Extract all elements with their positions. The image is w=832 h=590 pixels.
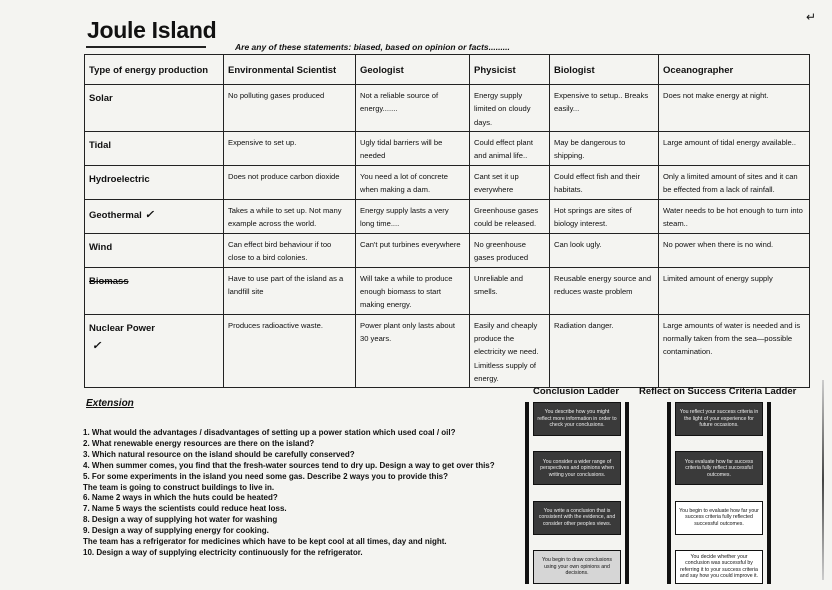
table-row	[85, 233, 810, 267]
table-cell: Large amount of tidal energy available..	[659, 131, 810, 165]
reflect-ladder	[667, 402, 771, 584]
list-item: 7. Name 5 ways the scientists could reduce heat loss.	[83, 504, 287, 514]
table-cell: No greenhouse gases produced	[470, 233, 550, 267]
table-cell: Does not produce carbon dioxide	[224, 165, 356, 199]
list-item: 3. Which natural resource on the island should be carefully conserved?	[83, 449, 355, 459]
table-cell: Ugly tidal barriers will be needed	[356, 131, 470, 165]
table-cell: Radiation danger.	[550, 314, 659, 387]
ladder-rung: You reflect your success criteria in the light of your experience for future occasions.	[675, 402, 763, 436]
list-item: 9. Design a way of supplying energy for cooking.	[83, 526, 269, 536]
table-cell: No polluting gases produced	[224, 85, 356, 132]
table-cell: Unreliable and smells.	[470, 267, 550, 314]
table-cell: Produces radioactive waste.	[224, 314, 356, 387]
row-type-geothermal	[85, 199, 224, 233]
list-item: 2. What renewable energy resources are there on the island?	[83, 438, 315, 448]
ladder-rung: You decide whether your conclusion was successful by referring it to your success criteria and say how you could improve it.	[675, 550, 763, 584]
row-type-solar: Solar	[85, 85, 224, 132]
list-item: 5. For some experiments in the island you need some gas. Describe 2 ways you to provide this?	[83, 471, 448, 481]
table-cell: Could effect fish and their habitats.	[550, 165, 659, 199]
table-cell: Will take a while to produce enough biomass to start making energy.	[356, 267, 470, 314]
table-cell: Large amounts of water is needed and is normally taken from the sea—possible contamination.	[659, 314, 810, 387]
conclusion-ladder-title: Conclusion Ladder	[533, 386, 620, 397]
reflect-ladder-title: Reflect on Success Criteria Ladder	[639, 386, 797, 397]
row-type-label: Biomass	[89, 275, 129, 287]
header-physicist: Physicist	[470, 55, 550, 85]
row-type-tidal: Tidal	[85, 131, 224, 165]
header-biologist: Biologist	[550, 55, 659, 85]
row-type-label: Geothermal	[89, 209, 142, 221]
list-item: 1. What would the advantages / disadvantages of setting up a power station which used coal / oil?	[83, 428, 456, 437]
extension-list	[83, 428, 503, 559]
conclusion-ladder	[525, 402, 629, 584]
table-cell: Not a reliable source of energy.......	[356, 85, 470, 132]
page-subtitle: Are any of these statements: biased, based on opinion or facts.........	[235, 42, 510, 52]
table-cell: Hot springs are sites of biology interest.	[550, 199, 659, 233]
table-cell: Water needs to be hot enough to turn into steam..	[659, 199, 810, 233]
ladder-rung: You begin to draw conclusions using your own opinions and decisions.	[533, 550, 621, 584]
header-geologist: Geologist	[356, 55, 470, 85]
ladder-rung: You write a conclusion that is consistent with the evidence, and consider other peoples views.	[533, 501, 621, 535]
list-item: 8. Design a way of supplying hot water for washing	[83, 515, 278, 525]
row-type-label: Nuclear Power	[89, 322, 155, 334]
table-cell: You need a lot of concrete when making a dam.	[356, 165, 470, 199]
ladder-rung: You begin to evaluate how far your success criteria fully reflected successful outcomes.	[675, 501, 763, 535]
table-row	[85, 131, 810, 165]
list-item: 10. Design a way of supplying electricity continuously for the refrigerator.	[83, 547, 363, 557]
title-underline	[86, 46, 206, 48]
extension-title: Extension	[86, 398, 134, 409]
table-row	[85, 85, 810, 132]
table-header-row	[85, 55, 810, 85]
table-cell: Only a limited amount of sites and it can be effected from a lack of rainfall.	[659, 165, 810, 199]
scan-edge-line	[822, 380, 824, 580]
table-cell: Takes a while to set up. Not many example across the world.	[224, 199, 356, 233]
table-cell: Can effect bird behaviour if too close to a bird colonies.	[224, 233, 356, 267]
table-cell: Limited amount of energy supply	[659, 267, 810, 314]
table-cell: Easily and cheaply produce the electricity we need. Limitless supply of energy.	[470, 314, 550, 387]
table-row	[85, 267, 810, 314]
energy-table	[84, 54, 810, 388]
row-type-hydroelectric: Hydroelectric	[85, 165, 224, 199]
table-cell: Can look ugly.	[550, 233, 659, 267]
table-cell: Does not make energy at night.	[659, 85, 810, 132]
row-type-biomass	[85, 267, 224, 314]
table-cell: Energy supply lasts a very long time....	[356, 199, 470, 233]
table-cell: Have to use part of the island as a landfill site	[224, 267, 356, 314]
table-cell: Energy supply limited on cloudy days.	[470, 85, 550, 132]
list-item: The team is going to construct buildings to live in.	[83, 482, 275, 492]
list-item: 6. Name 2 ways in which the huts could be heated?	[83, 493, 278, 503]
header-oceanographer: Oceanographer	[659, 55, 810, 85]
table-cell: Could effect plant and animal life..	[470, 131, 550, 165]
row-type-wind: Wind	[85, 233, 224, 267]
page-title: Joule Island	[87, 17, 217, 43]
table-cell: No power when there is no wind.	[659, 233, 810, 267]
row-type-nuclear-power	[85, 314, 224, 387]
table-cell: Can't put turbines everywhere	[356, 233, 470, 267]
list-item: The team has a refrigerator for medicines which have to be kept cool at all times, day and night.	[83, 537, 447, 547]
corner-pen-mark: ↵	[805, 10, 816, 24]
table-cell: Power plant only lasts about 30 years.	[356, 314, 470, 387]
ladder-rung: You evaluate how far success criteria fully reflect successful outcomes.	[675, 451, 763, 485]
table-cell: May be dangerous to shipping.	[550, 131, 659, 165]
table-cell: Greenhouse gases could be released.	[470, 199, 550, 233]
checkmark-icon: ✓	[92, 340, 102, 353]
list-item: 4. When summer comes, you find that the fresh-water sources tend to dry up. Design a way to get over this?	[83, 460, 495, 470]
table-cell: Reusable energy source and reduces waste problem	[550, 267, 659, 314]
ladder-rung: You describe how you might reflect more information in order to check your conclusions.	[533, 402, 621, 436]
table-cell: Expensive to set up.	[224, 131, 356, 165]
header-environmental-scientist: Environmental Scientist	[224, 55, 356, 85]
header-type: Type of energy production	[85, 55, 224, 85]
table-row	[85, 314, 810, 387]
table-cell: Cant set it up everywhere	[470, 165, 550, 199]
checkmark-icon: ✓	[144, 208, 155, 221]
ladder-rung: You consider a wider range of perspectives and opinions when writing your conclusions.	[533, 451, 621, 485]
table-row	[85, 165, 810, 199]
table-row	[85, 199, 810, 233]
table-cell: Expensive to setup.. Breaks easily...	[550, 85, 659, 132]
